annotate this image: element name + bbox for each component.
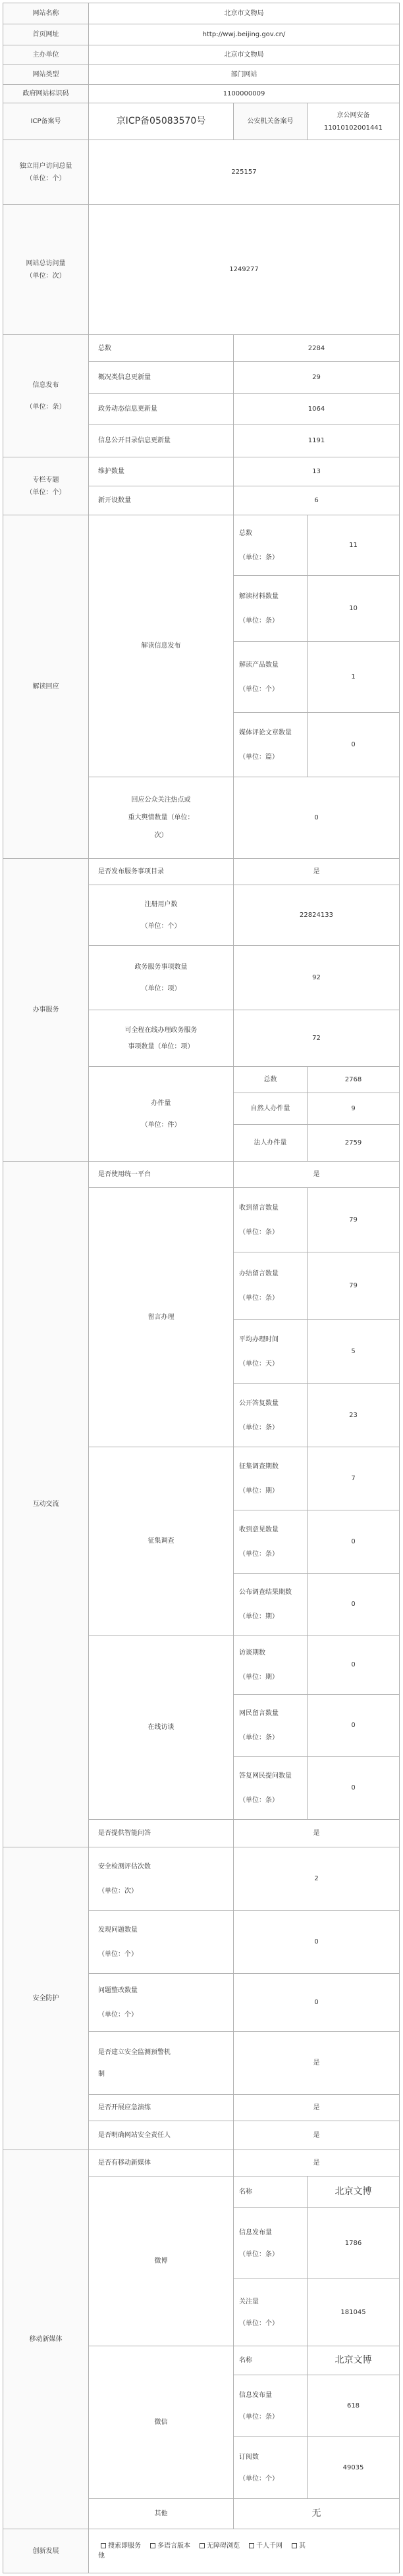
innovation-label-text: 创新发展 xyxy=(32,2547,59,2555)
info-item-label xyxy=(88,393,234,425)
interpret-item-value-text: 10 xyxy=(349,605,358,612)
interpret-item-label-line-2: （单位：条） xyxy=(239,554,279,561)
message-item-label-line-1: 平均办理时间 xyxy=(239,1335,279,1343)
users-label-line-1: 注册用户数 xyxy=(144,900,178,908)
message-item-label-line-2: （单位：条） xyxy=(239,1228,279,1236)
security-label xyxy=(3,1847,89,2150)
innovation-option-label: 无障碍浏览 xyxy=(207,2542,240,2550)
visits-label xyxy=(3,204,89,335)
sponsor-label xyxy=(3,45,89,65)
message-item-value-text: 5 xyxy=(351,1348,356,1355)
platform-value xyxy=(233,1161,400,1188)
column-item-label-text: 新开设数量 xyxy=(98,497,131,504)
handled-item-value xyxy=(307,1066,400,1093)
interpret-item-value-text: 11 xyxy=(349,542,358,549)
interview-item-value-text: 0 xyxy=(351,1784,356,1791)
column-item-label-text: 维护数量 xyxy=(98,468,124,475)
home-url-label-text: 首页网址 xyxy=(32,31,59,38)
weibo-name-value xyxy=(307,2176,400,2208)
handled-item-label xyxy=(233,1093,308,1125)
respond-label xyxy=(88,777,234,859)
message-item-label xyxy=(233,1319,308,1384)
drill-label xyxy=(88,2094,234,2121)
found-label-line-1: 发现问题数量 xyxy=(98,1926,138,1934)
survey-item-label xyxy=(233,1573,308,1636)
handled-item-label-text: 自然人办件量 xyxy=(250,1105,290,1112)
message-item-label xyxy=(233,1383,308,1447)
users-value-text: 22824133 xyxy=(300,912,333,919)
message-item-value xyxy=(307,1319,400,1384)
handled-item-label xyxy=(233,1066,308,1093)
sponsor-label-text: 主办单位 xyxy=(32,51,59,59)
security-label-text: 安全防护 xyxy=(32,1995,59,2002)
message-item-value-text: 23 xyxy=(349,1412,358,1419)
info-item-value-text: 1064 xyxy=(308,405,325,413)
message-item-label xyxy=(233,1252,308,1320)
message-item-value xyxy=(307,1252,400,1320)
site-name-label-text: 网站名称 xyxy=(32,10,59,17)
online-label xyxy=(88,1010,234,1067)
handled-item-label-text: 法人办件量 xyxy=(254,1139,287,1146)
innovation-options xyxy=(88,2529,400,2573)
handled-label xyxy=(88,1066,234,1162)
home-url-value-text: http://wwj.beijing.gov.cn/ xyxy=(202,31,286,38)
found-label-line-2: （单位：个） xyxy=(98,1950,138,1958)
drill-value-text: 是 xyxy=(313,2104,320,2111)
interview-item-value xyxy=(307,1635,400,1695)
interpret-item-value xyxy=(307,641,400,713)
info-item-value-text: 29 xyxy=(312,374,321,381)
interaction-label-text: 互动交流 xyxy=(32,1501,59,1508)
interview-item-value xyxy=(307,1756,400,1820)
column-item-value xyxy=(233,457,400,486)
monitor-value-text: 是 xyxy=(313,2059,320,2067)
checks-label-line-1: 安全检测评估次数 xyxy=(98,1863,151,1870)
mobile-has-label xyxy=(88,2150,234,2177)
handled-item-value-text: 2768 xyxy=(344,1076,362,1083)
info-item-value xyxy=(233,424,400,457)
catalog-label-text: 是否发布服务事项目录 xyxy=(98,868,164,875)
wechat-posts-label-line-2: （单位：条） xyxy=(239,2413,279,2421)
drill-value xyxy=(233,2094,400,2121)
mobile-has-value xyxy=(233,2150,400,2177)
service-label-text: 办事服务 xyxy=(32,1006,59,1014)
interview-item-value-text: 0 xyxy=(351,1722,356,1729)
users-label xyxy=(88,885,234,946)
wechat-posts-label xyxy=(233,2375,308,2437)
platform-label-text: 是否使用统一平台 xyxy=(98,1171,151,1178)
police-label xyxy=(233,103,308,140)
handled-item-label xyxy=(233,1124,308,1162)
mobile-has-value-text: 是 xyxy=(313,2159,320,2167)
matters-label-line-1: 政务服务事项数量 xyxy=(134,963,188,971)
wechat-name-value xyxy=(307,2346,400,2375)
checks-label xyxy=(88,1847,234,1911)
interpret-label xyxy=(3,515,89,859)
weibo-posts-label-line-2: （单位：条） xyxy=(239,2250,279,2258)
interpret-label-text: 解读回应 xyxy=(32,683,59,690)
wechat-name-label xyxy=(233,2346,308,2375)
column-item-value-text: 6 xyxy=(314,497,319,504)
respond-label-line-3: 次） xyxy=(154,832,168,839)
respond-value-text: 0 xyxy=(314,814,319,821)
info-item-value xyxy=(233,393,400,425)
site-name-value xyxy=(88,3,400,24)
message-label-text: 留言办理 xyxy=(148,1314,175,1321)
column-label-line-2: （单位：个） xyxy=(26,488,66,496)
visits-label-line-2: （单位：次） xyxy=(26,272,66,280)
visits-value xyxy=(88,204,400,335)
home-url-value xyxy=(88,24,400,45)
monitor-label-line-1: 是否建立安全监测预警机 xyxy=(98,2048,171,2056)
mobile-has-label-text: 是否有移动新媒体 xyxy=(98,2159,151,2167)
info-item-value xyxy=(233,361,400,394)
handled-item-label-text: 总数 xyxy=(263,1076,277,1083)
info-item-label-text: 总数 xyxy=(98,344,111,352)
column-item-value xyxy=(233,486,400,515)
checkbox-icon[interactable] xyxy=(292,2543,297,2548)
service-label xyxy=(3,858,89,1162)
column-label-line-1: 专栏专题 xyxy=(32,476,59,484)
interpret-sub-label-text: 解读信息发布 xyxy=(141,642,181,650)
site-code-value xyxy=(88,84,400,103)
weibo-followers-label xyxy=(233,2279,308,2346)
online-label-line-1: 可全程在线办理政务服务 xyxy=(124,1026,198,1034)
survey-label xyxy=(88,1447,234,1636)
interview-item-label-line-2: （单位：期） xyxy=(239,1673,279,1681)
handled-item-value xyxy=(307,1124,400,1162)
site-name-label xyxy=(3,3,89,24)
info-item-value-text: 1191 xyxy=(308,437,325,444)
handled-label-line-1: 办件量 xyxy=(151,1099,171,1107)
smart-qa-value-text: 是 xyxy=(313,1830,320,1837)
survey-item-value-text: 7 xyxy=(351,1475,356,1482)
interview-item-label xyxy=(233,1635,308,1695)
mobile-other-value-text: 无 xyxy=(311,2508,321,2519)
interview-item-label-line-2: （单位：条） xyxy=(239,1734,279,1741)
police-value-line-2: 11010102001441 xyxy=(323,124,383,132)
owner-value-text: 是 xyxy=(313,2132,320,2139)
icp-label xyxy=(3,103,89,140)
innovation-options-list xyxy=(94,2541,312,2561)
info-item-label xyxy=(88,424,234,457)
respond-label-line-1: 回应公众关注热点或 xyxy=(131,796,191,804)
interpret-item-label-line-1: 总数 xyxy=(239,529,252,537)
interview-item-label-line-1: 网民留言数量 xyxy=(239,1709,279,1717)
interpret-sub-label xyxy=(88,515,234,777)
visitors-label-line-1: 独立用户访问总量 xyxy=(19,162,72,170)
survey-item-label-line-1: 收到意见数量 xyxy=(239,1526,279,1533)
wechat-subs-value-text: 49035 xyxy=(342,2464,364,2471)
police-value xyxy=(307,103,400,140)
checkbox-icon[interactable] xyxy=(249,2543,254,2548)
interpret-item-label-line-2: （单位：篇） xyxy=(239,753,279,761)
checkbox-icon[interactable] xyxy=(200,2543,205,2548)
interaction-label xyxy=(3,1161,89,1847)
visits-label-line-1: 网站总访问量 xyxy=(26,259,66,267)
interpret-item-label xyxy=(233,641,308,713)
report-table xyxy=(3,3,399,2573)
users-label-line-2: （单位：个） xyxy=(141,922,181,930)
owner-label xyxy=(88,2121,234,2150)
innovation-option-label: 千人千网 xyxy=(256,2542,282,2550)
message-item-label xyxy=(233,1187,308,1252)
interpret-item-label-line-1: 媒体评论文章数量 xyxy=(239,729,292,736)
weibo-label-text: 微博 xyxy=(154,2257,168,2265)
interview-item-label-line-1: 答复网民提问数量 xyxy=(239,1772,292,1780)
survey-item-label-line-1: 征集调查期数 xyxy=(239,1462,279,1470)
smart-qa-label xyxy=(88,1819,234,1847)
handled-item-value xyxy=(307,1093,400,1125)
message-item-value xyxy=(307,1383,400,1447)
interpret-item-label-line-1: 解读材料数量 xyxy=(239,592,279,600)
owner-value xyxy=(233,2121,400,2150)
survey-item-value xyxy=(307,1447,400,1510)
monitor-label xyxy=(88,2031,234,2095)
survey-label-text: 征集调查 xyxy=(148,1537,175,1545)
interview-item-label xyxy=(233,1756,308,1820)
info-label-line-2: （单位：条） xyxy=(26,403,66,411)
column-item-label xyxy=(88,486,234,515)
message-item-value-text: 79 xyxy=(349,1216,358,1224)
monitor-label-line-2: 制 xyxy=(98,2070,105,2078)
owner-label-text: 是否明确网站安全责任人 xyxy=(98,2132,171,2139)
info-item-label xyxy=(88,361,234,394)
message-item-label-line-2: （单位：条） xyxy=(239,1294,279,1302)
drill-label-text: 是否开展应急演练 xyxy=(98,2104,151,2111)
info-item-label-text: 概况类信息更新量 xyxy=(98,374,151,381)
interview-item-value xyxy=(307,1694,400,1757)
message-item-value xyxy=(307,1187,400,1252)
info-label-line-1: 信息发布 xyxy=(32,381,59,389)
survey-item-label-line-2: （单位：期） xyxy=(239,1487,279,1495)
found-value xyxy=(233,1910,400,1974)
survey-item-label xyxy=(233,1447,308,1510)
fixed-label-line-2: （单位：个） xyxy=(98,2011,138,2019)
wechat-subs-label-line-2: （单位：个） xyxy=(239,2475,279,2483)
smart-qa-label-text: 是否提供智能问答 xyxy=(98,1830,151,1837)
catalog-label xyxy=(88,858,234,885)
weibo-name-label-text: 名称 xyxy=(239,2188,252,2196)
weibo-label xyxy=(88,2176,234,2346)
site-code-value-text: 1100000009 xyxy=(223,90,265,97)
interview-label xyxy=(88,1635,234,1820)
matters-value-text: 92 xyxy=(312,974,321,981)
visitors-value-text: 225157 xyxy=(231,168,257,176)
fixed-value xyxy=(233,1973,400,2032)
fixed-value-text: 0 xyxy=(314,1999,319,2006)
survey-item-value-text: 0 xyxy=(351,1538,356,1545)
interpret-item-label-line-2: （单位：个） xyxy=(239,685,279,693)
mobile-label-text: 移动新媒体 xyxy=(29,2336,63,2343)
interview-label-text: 在线访谈 xyxy=(148,1724,175,1731)
survey-item-label xyxy=(233,1510,308,1574)
smart-qa-value xyxy=(233,1819,400,1847)
weibo-name-value-text: 北京文博 xyxy=(335,2186,372,2198)
platform-label xyxy=(88,1161,234,1188)
info-item-value xyxy=(233,334,400,362)
info-item-value-text: 2284 xyxy=(308,344,325,352)
visitors-value xyxy=(88,140,400,205)
weibo-followers-value xyxy=(307,2279,400,2346)
interpret-item-value-text: 0 xyxy=(351,741,356,748)
visitors-label xyxy=(3,140,89,205)
survey-item-label-line-1: 公布调查结果期数 xyxy=(239,1588,292,1596)
fixed-label xyxy=(88,1973,234,2032)
innovation-option-label: 多语言版本 xyxy=(157,2542,190,2550)
monitor-value xyxy=(233,2031,400,2095)
message-label xyxy=(88,1187,234,1447)
icp-label-text: ICP备案号 xyxy=(30,118,61,125)
interview-item-label-line-1: 访谈期数 xyxy=(239,1649,265,1657)
column-item-label xyxy=(88,457,234,486)
survey-item-label-line-2: （单位：条） xyxy=(239,1550,279,1558)
site-code-label xyxy=(3,84,89,103)
matters-label xyxy=(88,945,234,1010)
online-label-line-2: 事项数量（单位：项） xyxy=(128,1043,194,1050)
survey-item-label-line-2: （单位：期） xyxy=(239,1612,279,1620)
police-label-text: 公安机关备案号 xyxy=(247,118,294,125)
interview-item-value-text: 0 xyxy=(351,1661,356,1668)
police-value-line-1: 京公网安备 xyxy=(336,111,370,119)
message-item-label-line-2: （单位：条） xyxy=(239,1424,279,1431)
mobile-other-value xyxy=(233,2498,400,2529)
interpret-item-label xyxy=(233,515,308,576)
fixed-label-line-1: 问题整改数量 xyxy=(98,1986,138,1994)
innovation-option-tail: 他 xyxy=(98,2552,105,2560)
mobile-other-label-text: 其他 xyxy=(154,2510,168,2517)
interpret-item-value xyxy=(307,515,400,576)
innovation-option-label: 其 xyxy=(299,2542,306,2550)
visits-value-text: 1249277 xyxy=(229,266,259,273)
handled-item-value-text: 2759 xyxy=(344,1139,362,1146)
site-type-label xyxy=(3,64,89,85)
catalog-value xyxy=(233,858,400,885)
checks-label-line-2: （单位：次） xyxy=(98,1887,138,1895)
survey-item-value xyxy=(307,1510,400,1574)
interpret-item-value xyxy=(307,712,400,777)
wechat-posts-value xyxy=(307,2375,400,2437)
survey-item-value xyxy=(307,1573,400,1636)
sponsor-value-text: 北京市文物局 xyxy=(224,51,264,59)
interview-item-label-line-2: （单位：条） xyxy=(239,1796,279,1804)
wechat-subs-label xyxy=(233,2436,308,2499)
weibo-posts-label xyxy=(233,2207,308,2279)
mobile-other-label xyxy=(88,2498,234,2529)
weibo-followers-label-line-2: （单位：个） xyxy=(239,2319,279,2327)
wechat-subs-label-line-1: 订阅数 xyxy=(239,2453,259,2461)
wechat-subs-value xyxy=(307,2436,400,2499)
message-item-label-line-1: 办结留言数量 xyxy=(239,1270,279,1277)
message-item-label-line-1: 公开答复数量 xyxy=(239,1399,279,1407)
handled-item-value-text: 9 xyxy=(351,1105,356,1112)
wechat-label xyxy=(88,2346,234,2499)
wechat-posts-label-line-1: 信息发布量 xyxy=(239,2391,272,2399)
visitors-label-line-2: （单位：个） xyxy=(26,174,66,182)
interview-item-label xyxy=(233,1694,308,1757)
mobile-label xyxy=(3,2150,89,2529)
found-value-text: 0 xyxy=(314,1938,319,1945)
innovation-label xyxy=(3,2529,89,2573)
interpret-item-value xyxy=(307,575,400,642)
survey-item-value-text: 0 xyxy=(351,1601,356,1608)
message-item-value-text: 79 xyxy=(349,1282,358,1289)
checks-value xyxy=(233,1847,400,1911)
users-value xyxy=(233,885,400,946)
online-value xyxy=(233,1010,400,1067)
interpret-item-label xyxy=(233,712,308,777)
online-value-text: 72 xyxy=(312,1035,321,1042)
interpret-item-label-line-1: 解读产品数量 xyxy=(239,661,279,669)
matters-label-line-2: （单位：项） xyxy=(141,985,181,992)
wechat-posts-value-text: 618 xyxy=(346,2402,360,2409)
info-item-label-text: 政务动态信息更新量 xyxy=(98,405,157,413)
checks-value-text: 2 xyxy=(314,1875,319,1882)
info-label xyxy=(3,334,89,457)
weibo-posts-value xyxy=(307,2207,400,2279)
wechat-name-value-text: 北京文博 xyxy=(335,2355,372,2366)
info-item-label-text: 信息公开目录信息更新量 xyxy=(98,437,171,444)
site-type-value xyxy=(88,64,400,85)
catalog-value-text: 是 xyxy=(313,868,320,875)
wechat-label-text: 微信 xyxy=(154,2419,168,2426)
info-item-label xyxy=(88,334,234,362)
message-item-label-line-1: 收到留言数量 xyxy=(239,1204,279,1212)
found-label xyxy=(88,1910,234,1974)
wechat-name-label-text: 名称 xyxy=(239,2357,252,2364)
respond-value xyxy=(233,777,400,859)
weibo-posts-value-text: 1786 xyxy=(344,2240,362,2247)
respond-label-line-2: 重大舆情数量（单位： xyxy=(128,814,194,821)
icp-value-text: 京ICP备05083570号 xyxy=(116,116,206,127)
site-type-value-text: 部门网站 xyxy=(230,71,257,78)
message-item-label-line-2: （单位：天） xyxy=(239,1360,279,1368)
icp-value xyxy=(88,103,234,140)
sponsor-value xyxy=(88,45,400,65)
innovation-option-label: 搜索即服务 xyxy=(108,2542,141,2550)
checkbox-icon[interactable] xyxy=(150,2543,155,2548)
weibo-name-label xyxy=(233,2176,308,2208)
handled-label-line-2: （单位：件） xyxy=(141,1121,181,1129)
site-code-label-text: 政府网站标识码 xyxy=(22,90,69,97)
site-type-label-text: 网站类型 xyxy=(32,71,59,78)
matters-value xyxy=(233,945,400,1010)
site-name-value-text: 北京市文物局 xyxy=(224,10,264,17)
column-label xyxy=(3,457,89,515)
checkbox-icon[interactable] xyxy=(101,2543,106,2548)
interpret-item-value-text: 1 xyxy=(351,673,356,681)
home-url-label xyxy=(3,24,89,45)
platform-value-text: 是 xyxy=(313,1171,320,1178)
column-item-value-text: 13 xyxy=(312,468,321,475)
weibo-followers-label-line-1: 关注量 xyxy=(239,2298,259,2306)
interpret-item-label xyxy=(233,575,308,642)
weibo-posts-label-line-1: 信息发布量 xyxy=(239,2228,272,2236)
weibo-followers-value-text: 181045 xyxy=(340,2309,366,2316)
interpret-item-label-line-2: （单位：条） xyxy=(239,617,279,625)
